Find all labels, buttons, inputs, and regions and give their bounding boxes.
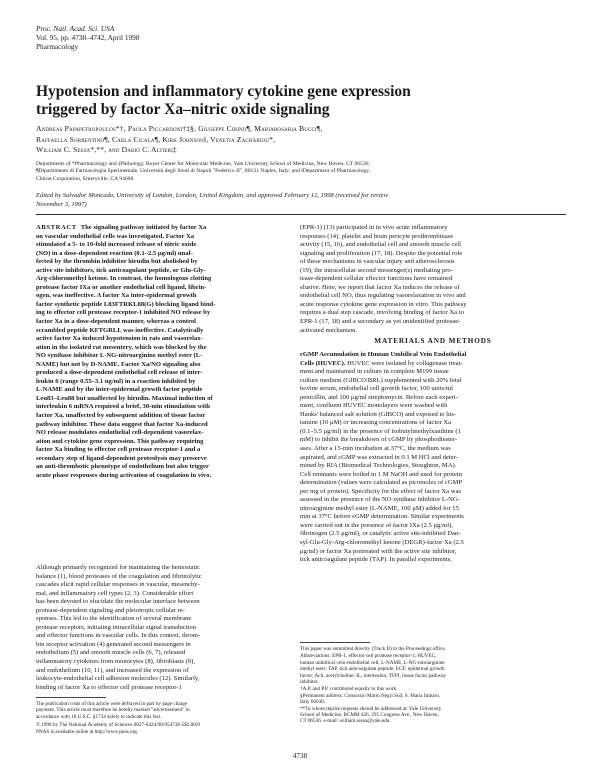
journal-name: Proc. Natl. Acad. Sci. USA: [36, 24, 115, 33]
abstract-line: Arg-chloromethyl ketone. In contrast, the homologous clotting: [36, 275, 212, 283]
title-line-2: triggered by factor Xa–nitric oxide signaling: [36, 101, 330, 118]
methods-line: tick anticoagulant peptide (TAP). In parallel experiments,: [300, 556, 452, 564]
methods-line: assessed in the presence of the NO synthase inhibitor L-NG-: [300, 496, 460, 504]
intro-line: sponses. This led to the identification of several membrane: [36, 615, 192, 623]
col2-line: tease-dependent cellular effector functions have remained: [300, 275, 453, 283]
edited-line-2: November 3, 1997): [36, 200, 87, 208]
abstract-line: active site inhibitors, tick anticoagulant peptide, or Glu-Gly-: [36, 266, 206, 274]
abstract-line: an anti-thrombotic phenotype of endothelium but also trigger: [36, 463, 209, 471]
methods-line: HUVEC were isolated by collagenase treat-: [345, 359, 463, 367]
footnote-line: methyl ester; TAP, tick anticoagulant peptide; EGF, epidermal growth: [300, 666, 445, 673]
abstract-line: factor Xa in a dose-dependent manner, whereas a control: [36, 318, 197, 326]
abstract-block: [36, 224, 276, 480]
article-footnotes: [300, 642, 566, 726]
footnote-divider: [36, 697, 106, 698]
methods-line: were carried out in the presence of factor IXa (2.5 μg/ml),: [300, 521, 453, 529]
col2-line: requires a dual step cascade, involving binding of factor Xa to: [300, 309, 464, 317]
affiliation-line-3: Chiron Corporation, Emeryville, CA 94608: [36, 175, 134, 182]
col2-line: (19), the intracellular second messenger(s) mediating pro-: [300, 266, 453, 274]
col2-line: (EPR-1) (13) participated in in vivo acute inflammatory: [300, 224, 448, 231]
intro-line: cascades elicit rapid cellular responses in vascular, mesenchy-: [36, 581, 200, 589]
methods-line: ment, confluent HUVEC monolayers were washed with: [300, 402, 448, 410]
abstract-line: scrambled peptide KFTGRLL was ineffective. Catalytically: [36, 326, 204, 334]
footnote-line: factor; Ach, acetylcholine; IL, interleukin; TFPI, tissue factor pathway: [300, 672, 447, 679]
methods-line: mined by RIA (Biomedical Technologies, Stoughton, MA).: [300, 462, 457, 470]
methods-line: Hanks' balanced salt solution (GIBCO) and exposed to his-: [300, 410, 457, 418]
intro-line: inflammatory cytokines from monocytes (8), fibroblasts (9),: [36, 658, 195, 666]
abstract-line: The signaling pathway initiated by factor Xa: [80, 224, 207, 231]
abstract-line: factor synthetic peptide L83FTRKL88(G) blocking ligand bind-: [36, 300, 216, 308]
journal-section: Pharmacology: [36, 42, 79, 52]
footnote-line: Italy 66030.: [300, 699, 326, 706]
footnote-line: This paper was submitted directly (Track II) to the Proceedings office.: [300, 646, 446, 652]
author-list: [36, 124, 546, 156]
abstract-line: ation and cytokine gene expression. This pathway requiring: [36, 437, 204, 445]
abstract-line: acute phase responses during activation of coagulation in vivo.: [36, 471, 212, 479]
col2-line: elusive. Here, we report that factor Xa induces the release of: [300, 283, 460, 291]
edited-line-1: Edited by Salvador Moncada, University of London, London, United Kingdom, and approved February 12, 1998 (received for review: [36, 192, 388, 199]
abstract-line: Leu83–Leu88 but unaffected by hirudin. Maximal induction of: [36, 394, 213, 402]
col2-line: responses (14), platelet and brain pericyte prothrombinase: [300, 232, 454, 240]
methods-line: fibrinogen (2.5 μg/ml), or catalytic active site-inhibited Dan-: [300, 530, 461, 538]
methods-line: determination (values were calculated as picomoles of cGMP: [300, 479, 463, 487]
article-title: [36, 83, 566, 119]
methods-line: aspirated, and cGMP was extracted in 0.1 M HCl and deter-: [300, 453, 458, 461]
intro-line: endothelium (5) and smooth muscle cells (6, 7), released: [36, 649, 186, 657]
abstract-line: pathway inhibitor. These data suggest that factor Xa-induced: [36, 420, 208, 428]
abstract-line: factor Xa binding to effector cell protease receptor-1 and a: [36, 446, 201, 454]
methods-line: bovine serum, endothelial cell growth factor, 100 units/ml: [300, 385, 454, 393]
methods-line: nitroarginine methyl ester (L-NAME, 100 μM) added for 15: [300, 504, 459, 512]
abstract-line: NAME) but not by D-NAME. Factor Xa/NO signaling also: [36, 360, 201, 368]
col2-line: endothelial cell NO, thus regulating vasorelaxation in vivo and: [300, 292, 466, 300]
methods-line: mM) to inhibit the breakdown of cGMP by phosphodiester-: [300, 436, 458, 444]
footnote-line: §Permanent address: Consorzio Mario Negri Sud, S. Maria Imbaro,: [300, 692, 441, 699]
methods-subheading: cGMP Accumulation in Human Umbilical Vein Endothelial: [300, 351, 467, 358]
intro-line: protease receptors, initiating intracellular signal transduction: [36, 623, 197, 631]
methods-line: penicillin, and 100 μg/ml streptomycin. Before each experi-: [300, 393, 458, 401]
footnote-line: accordance with 18 U.S.C. §1734 solely to indicate this fact.: [36, 713, 162, 720]
abstract-line: active factor Xa induced hypotension in rats and vasorelax-: [36, 335, 203, 343]
col2-line: activated mechanism.: [300, 326, 358, 334]
methods-line: tamine (10 μM) or increasing concentrations of factor Xa: [300, 419, 452, 427]
intro-line: has been devoted to elucidate the molecular interface between: [36, 598, 200, 606]
col2-line: EPR-1 (17, 18) and a secondary as yet unidentified protease-: [300, 318, 461, 326]
col2-line: acute response cytokine gene expression in vitro. This pathway: [300, 300, 467, 308]
abstract-line: NO release modulates endothelial cell-dependent vasorelax-: [36, 429, 204, 437]
affiliations: [36, 161, 566, 183]
footnote-line: payment. This article must therefore be hereby marked "advertisement" in: [36, 707, 190, 714]
abstract-label: ABSTRACT: [36, 224, 77, 231]
intro-line: Although primarily recognized for maintaining the hemostatic: [36, 564, 201, 571]
abstract-line: (NO) in a dose-dependent reaction (0.1–2.5 μg/ml) unaf-: [36, 249, 193, 257]
footnote-line: inhibitor.: [300, 679, 319, 686]
intro-line: leukocyte-endothelial cell adhesion molecules (12). Similarly,: [36, 675, 200, 683]
methods-line: syl-Glu-Gly-Arg-chloromethyl ketone (DEGR)-factor Xa (2.5: [300, 539, 464, 547]
abstract-line: on vascular endothelial cells was investigated. Factor Xa: [36, 232, 194, 240]
methods-line: ases. After a 15-min incubation at 37°C, the medium was: [300, 445, 451, 453]
intro-line: protease-dependent signaling and pleiotropic cellular re-: [36, 606, 185, 614]
footnote-line: **To whom reprint requests should be addressed at: Yale University: [300, 705, 442, 712]
abstract-line: L-NAME and by the inter-epidermal growth factor peptide: [36, 386, 203, 394]
journal-volume: Vol. 95, pp. 4738–4742, April 1998: [36, 33, 140, 43]
methods-line: per mg of protein). Specificity for the effect of factor Xa was: [300, 487, 461, 495]
abstract-line: NO synthase inhibitor L-NG-nitroarginine methyl ester (L-: [36, 352, 203, 360]
title-line-1: Hypotension and inflammatory cytokine gene expression: [36, 83, 411, 100]
page-number: 4738: [292, 752, 308, 760]
affiliation-line-1: Departments of *Pharmacology and ‡Pathology, Boyer Center for Molecular Medicine, Yale University School of Medicine, New Haven, CT 06536;: [36, 161, 370, 167]
methods-line: Cell remnants were boiled in 1 M NaOH and used for protein: [300, 470, 463, 478]
footnote-divider: [300, 642, 370, 643]
edited-by-note: [36, 192, 536, 209]
abstract-line: interleukin 6 mRNA required a brief, 30-min stimulation with: [36, 403, 210, 411]
footnote-line: CT 06536. e-mail: william.sessa@yale.edu.: [300, 718, 391, 725]
intro-line: and effector functions in vascular cells. In this context, throm-: [36, 632, 201, 640]
abstract-line: fected by the thrombin inhibitor hirudin but abolished by: [36, 258, 198, 266]
authors-line-1: Andreas Papapetropoulos*†, Paola Piccardoni†‡§, Giuseppe Cirino¶, Mariarosaria Bucci¶,: [36, 124, 323, 133]
methods-line: μg/ml) or factor Xa pretreated with the active site inhibitor,: [300, 547, 457, 555]
abstract-line: protease factor IXa or another endothelial cell ligand, fibrin-: [36, 283, 207, 291]
abstract-line: ation in the isolated rat mesentery, which was blocked by the: [36, 343, 207, 351]
methods-line: culture medium (GIBCO/BRL) supplemented with 20% fetal: [300, 376, 462, 384]
journal-header: [36, 24, 139, 52]
abstract-line: secondary step of ligand-dependent proteolysis may preserve: [36, 454, 207, 462]
introduction-continued: [300, 224, 566, 335]
section-heading: MATERIALS AND METHODS: [374, 337, 492, 345]
abstract-line: factor Xa, unaffected by subsequent addition of tissue factor: [36, 412, 206, 420]
footnote-line: Abbreviations: EPR-1, effector cell protease receptor-1; HUVEC,: [300, 653, 437, 660]
intro-line: binding of factor Xa to effector cell protease receptor-1: [36, 683, 182, 691]
introduction-text: [36, 564, 276, 692]
intro-line: bin receptor activation (4) generated second messengers in: [36, 640, 191, 648]
methods-text: [300, 351, 566, 565]
header-divider: [36, 214, 566, 215]
col2-line: signaling and proliferation (17, 18). Despite the potential role: [300, 249, 463, 257]
col2-line: of these mechanisms in vascular injury and atherosclerosis: [300, 258, 455, 266]
authors-line-3: William C. Sessa*,**, and Dario C. Altieri‡: [36, 145, 177, 155]
methods-line: min at 37°C before cGMP determination. Similar experiments: [300, 513, 464, 521]
authors-line-2: Raffaella Sorrentino¶, Carla Cicala¶, Kirk Johnson‖, Venetia Zachariou*,: [36, 134, 276, 144]
footnote-line: The publication costs of this article were defrayed in part by page charge: [36, 701, 188, 707]
copyright-line: © 1998 by The National Academy of Sciences 0027-8424/98/954738-5$2.00/0: [36, 722, 200, 729]
abstract-line: stimulated a 5- to 10-fold increased release of nitric oxide: [36, 241, 197, 249]
abstract-line: ogen, was ineffective. A factor Xa inter-epidermal growth: [36, 292, 197, 300]
intro-line: balance (1), blood proteases of the coagulation and fibrinolytic: [36, 572, 202, 580]
abstract-line: ing to effector cell protease receptor-1 inhibited NO release by: [36, 309, 211, 317]
pnas-online-link[interactable]: PNAS is available online at http://www.pnas.org.: [36, 728, 139, 735]
methods-line: ment and maintained in culture in complete M199 tissue: [300, 368, 449, 376]
intro-line: and endothelium (10, 11), and increased the expression of: [36, 666, 189, 674]
methods-subheading-2: Cells (HUVEC).: [300, 359, 346, 367]
affiliation-line-2: ¶Dipartimento di Farmacologia Sperimentale, Università degli Studi di Napoli "Federico II", 80131 Naples, Italy; and ‖Department of Pharmacology,: [36, 168, 371, 175]
footnote-line: human umbilical vein endothelial cell; L-NAME, L-NG-nitroarginine: [300, 659, 445, 666]
abstract-line: leukin 6 (range 0.55–3.1 ng/ml) in a reaction inhibited by: [36, 377, 196, 385]
footnote-line: School of Medicine, BCMM 436, 295 Congress Ave., New Haven,: [300, 712, 439, 719]
intro-line: mal, and inflammatory cell types (2, 3). Considerable effort: [36, 589, 194, 597]
publication-footnotes: [36, 697, 276, 737]
col2-line: activity (15, 16), and endothelial cell and smooth muscle cell: [300, 241, 461, 249]
methods-line: (0.1–5.5 μg/ml) in the presence of isobutylmethylxanthine (1: [300, 427, 461, 435]
abstract-line: produced a dose-dependent endothelial cell release of inter-: [36, 369, 203, 377]
footnote-line: †A.P. and P.P. contributed equally to this work.: [300, 686, 398, 693]
